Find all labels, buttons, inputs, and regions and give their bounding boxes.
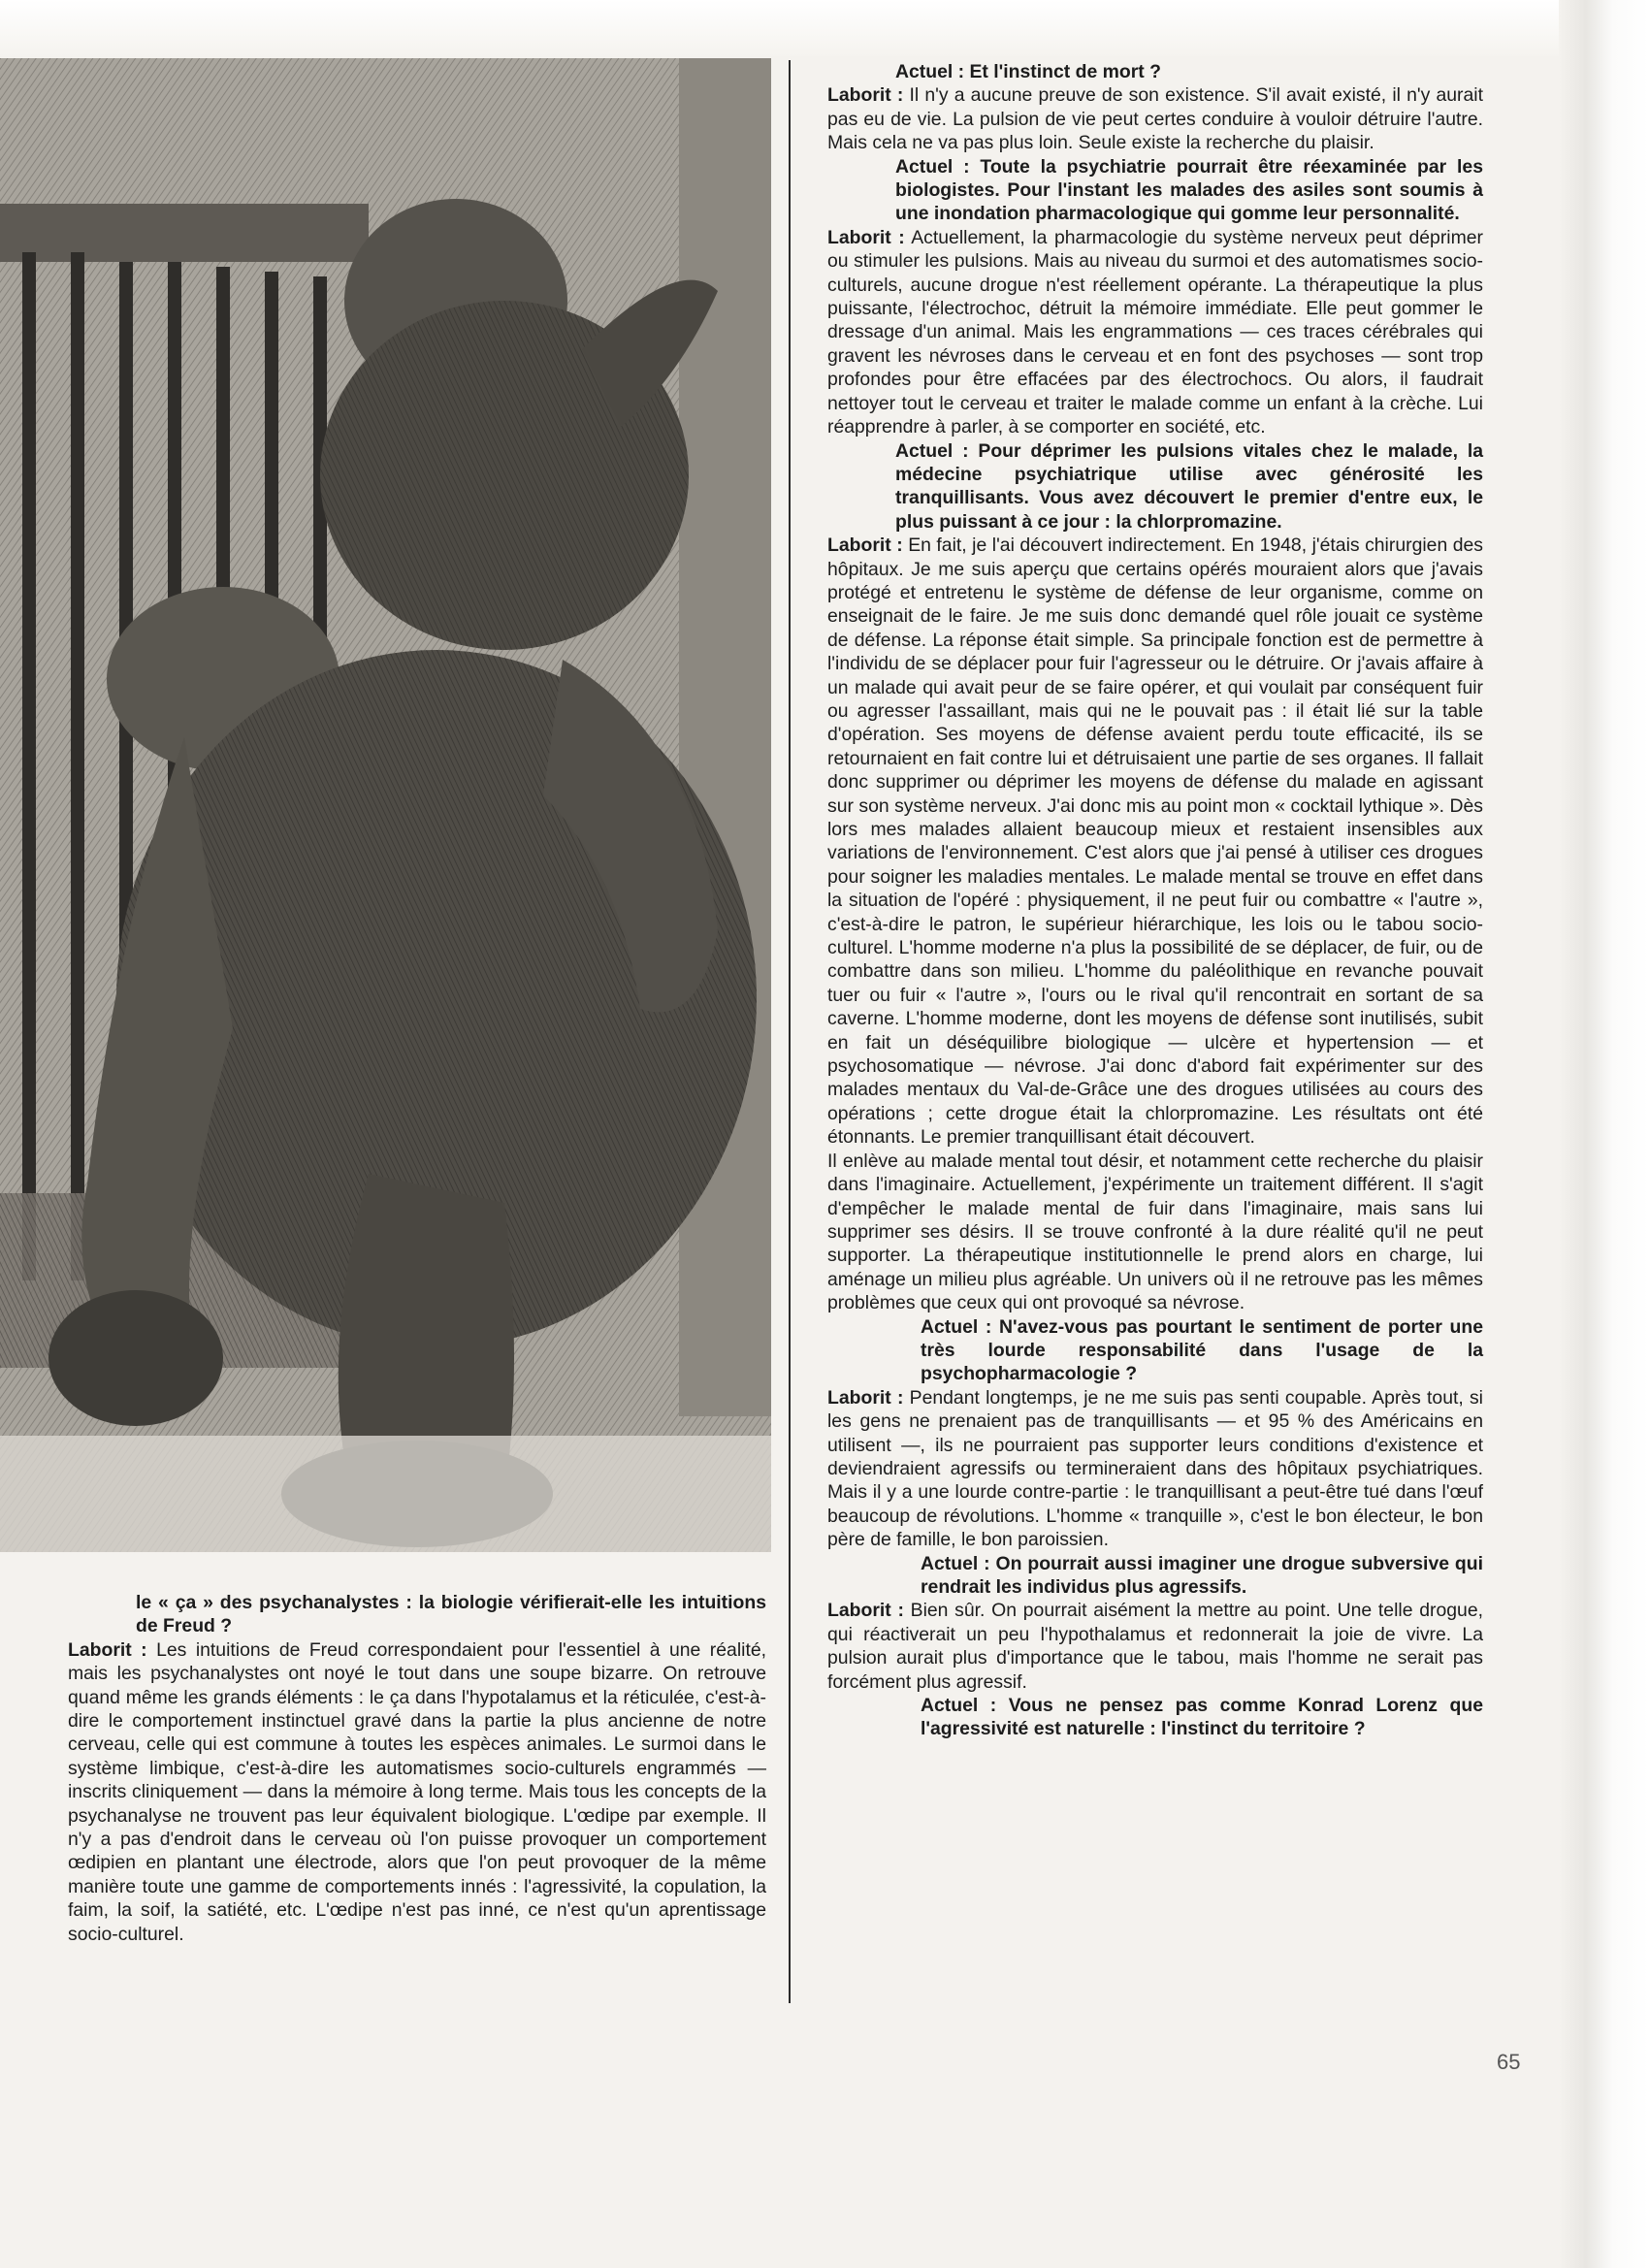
question-4: Actuel : N'avez-vous pas pourtant le sentiment de porter une très lourde responsabilité dans l'usage de la psychopharmacologie ?: [921, 1315, 1483, 1385]
answer-text: Bien sûr. On pourrait aisément la mettre au point. Une telle drogue, qui réactiverait un peu l'hypothalamus et redonnerait la joie de vivre. La pulsion aurait plus d'importance que le tabou, mais l'homme ne serait pas forcément plus agressif.: [827, 1600, 1483, 1693]
question-3: Actuel : Pour déprimer les pulsions vitales chez le malade, la médecine psychiatrique utilise avec générosité les tranquillisants. Vous avez découvert le premier d'entre eux, le plus puissant à ce jour : la chlorpromazine.: [895, 439, 1483, 533]
answer-text: Actuellement, la pharmacologie du système nerveux peut déprimer ou stimuler les pulsions. Mais au niveau du surmoi et des automatismes socio-culturels, aucune drogue n'est réellement opérante. La thérapeutique la plus puissante, l'électrochoc, détruit la mémoire immédiate. Elle peut gommer le dressage d'un animal. Mais les engrammations — ces traces cérébrales qui gravent les névroses dans le cerveau et en font des psychoses — sont trop profondes pour être effacées par des électrochocs. Ou alors, il faudrait nettoyer tout le cerveau et traiter le malade comme un enfant à la crèche. Lui réapprendre à parler, à se comporter en société, etc.: [827, 226, 1484, 438]
question-6: Actuel : Vous ne pensez pas comme Konrad Lorenz que l'agressivité est naturelle : l'instinct du territoire ?: [921, 1695, 1483, 1740]
question-5: Actuel : On pourrait aussi imaginer une drogue subversive qui rendrait les individus plus agressifs.: [921, 1552, 1483, 1598]
scan-top-margin: [0, 0, 1649, 56]
answer-text: Il n'y a aucune preuve de son existence. S'il avait existé, il n'y aurait pas eu de vie. La pulsion de vie peut certes conduire à vouloir détruire l'autre. Mais cela ne va pas plus loin. Seule existe la recherche du plaisir.: [827, 84, 1483, 154]
scan-edge-shadow: [1559, 0, 1649, 2268]
question-1: Actuel : Et l'instinct de mort ?: [895, 61, 1161, 82]
left-question: le « ça » des psychanalystes : la biologie vérifierait-elle les intuitions de Freud ?: [136, 1592, 766, 1637]
speaker-label: Laborit :: [827, 535, 903, 557]
gorillas-engraving-illustration: [0, 58, 771, 1552]
speaker-label: Laborit :: [827, 226, 905, 248]
left-answer: [68, 1638, 766, 1946]
answer-4: [827, 1386, 1483, 1552]
answer-5: [827, 1599, 1483, 1694]
gorillas-engraving-icon: [0, 58, 771, 1552]
answer-2: [827, 226, 1483, 439]
answer-3-continued: Il enlève au malade mental tout désir, et notamment cette recherche du plaisir dans l'imaginaire. Actuellement, j'expérimente un traitement différent. Il s'agit d'empêcher le malade mental de fuir dans l'imaginaire, mais sans lui supprimer ses désirs. Il se trouve confronté à la dure réalité qu'il ne peut supporter. La thérapeutique institutionnelle le prend alors en charge, lui aménage un milieu plus agréable. Un univers où il ne retrouve pas les mêmes problèmes que ceux qui ont provoqué sa névrose.: [827, 1150, 1483, 1314]
question-2: Actuel : Toute la psychiatrie pourrait être réexaminée par les biologistes. Pour l'instant les malades des asiles sont soumis à une inondation pharmacologique qui gomme leur personnalité.: [895, 155, 1483, 225]
speaker-label: Laborit :: [68, 1638, 147, 1661]
speaker-label: Laborit :: [827, 1600, 904, 1622]
page-number: 65: [1497, 2050, 1521, 2074]
answer-1: [827, 83, 1483, 154]
column-divider: [789, 60, 791, 2003]
speaker-label: Laborit :: [827, 1386, 904, 1409]
left-column-text: [68, 1591, 766, 1946]
speaker-label: Laborit :: [827, 84, 904, 107]
answer-text: Pendant longtemps, je ne me suis pas senti coupable. Après tout, si les gens ne prenaient pas de tranquillisants — et 95 % des Américains en utilisent —, ils ne pourraient pas supporter leurs conditions d'existence et deviendraient agressifs ou termineraient dans des hôpitaux psychiatriques. Mais il y a une lourde contre-partie : le tranquillisant a peut-être tué dans l'œuf beaucoup de révolutions. L'homme « tranquille », c'est le bon électeur, le bon père de famille, le bon paroissien.: [827, 1386, 1483, 1551]
answer-3: [827, 534, 1483, 1150]
right-column-text: [827, 60, 1483, 1741]
answer-text: Les intuitions de Freud correspondaient pour l'essentiel à une réalité, mais les psychanalystes ont noyé le tout dans une soupe bizarre. On retrouve quand même les grands éléments : le ça dans l'hypotalamus et la réticulée, c'est-à-dire le comportement instinctuel gravé dans la partie la plus ancienne de notre cerveau, celle qui est commune à toutes les espèces animales. Le surmoi dans le système limbique, c'est-à-dire les automatismes socio-culturels engrammés — inscrits cliniquement — dans la mémoire à long terme. Mais tous les concepts de la psychanalyse ne trouvent pas leur équivalent biologique. L'œdipe par exemple. Il n'y a pas d'endroit dans le cerveau où l'on puisse provoquer un comportement œdipien en plantant une électrode, alors que l'on peut provoquer de la même manière toute une gamme de comportements innés : l'agressivité, la copulation, la faim, la soif, la satiété, etc. L'œdipe n'est pas inné, ce n'est qu'un aprentissage socio-culturel.: [68, 1638, 767, 1945]
answer-text: En fait, je l'ai découvert indirectement. En 1948, j'étais chirurgien des hôpitaux. Je me suis aperçu que certains opérés mouraient alors que j'avais protégé et entretenu le système de défense de leur organisme, comme on enseignait de le faire. Je me suis donc demandé quel rôle jouait ce système de défense. La réponse était simple. Sa principale fonction est de permettre à l'individu de se déplacer pour fuir l'agresseur ou le détruire. Or j'avais affaire à un malade qui avait peur de se faire opérer, et qui voulait par conséquent fuir ou agresser l'assaillant, mais qui ne le pouvait pas : il était lié sur la table d'opération. Ses moyens de défense avaient perdu toute efficacité, ils se retournaient en fait contre lui et détruisaient une partie de ses organes. Il fallait donc supprimer ou déprimer les moyens de défense du malade en agissant sur son système nerveux. J'ai donc mis au point mon « cocktail lythique ». Dès lors mes malades allaient beaucoup mieux et restaient insensibles aux variations de l'environnement. C'est alors que j'ai pensé à utiliser ces drogues pour soigner les maladies mentales. Le malade mental se trouve en effet dans la situation de l'opéré : physiquement, il ne peut fuir ou combattre « l'autre », c'est-à-dire le patron, le supérieur hiérarchique, les lois ou le tabou socio-culturel. L'homme moderne n'a plus la possibilité de se déplacer, de fuir, ou de combattre dans son milieu. L'homme du paléolithique en revanche pouvait tuer ou fuir « l'autre », l'ours ou le rival qu'il rencontrait en sortant de sa caverne. L'homme moderne, dont les moyens de défense sont inutilisés, subit en fait un déséquilibre biologique — ulcère et hypertension — et psychosomatique — névrose. J'ai donc d'abord fait expérimenter sur des malades mentaux du Val-de-Grâce une des drogues utilisées au cours des opérations ; cette drogue était la chlorpromazine. Les résultats ont été étonnants. Le premier tranquillisant était découvert.: [827, 535, 1483, 1149]
